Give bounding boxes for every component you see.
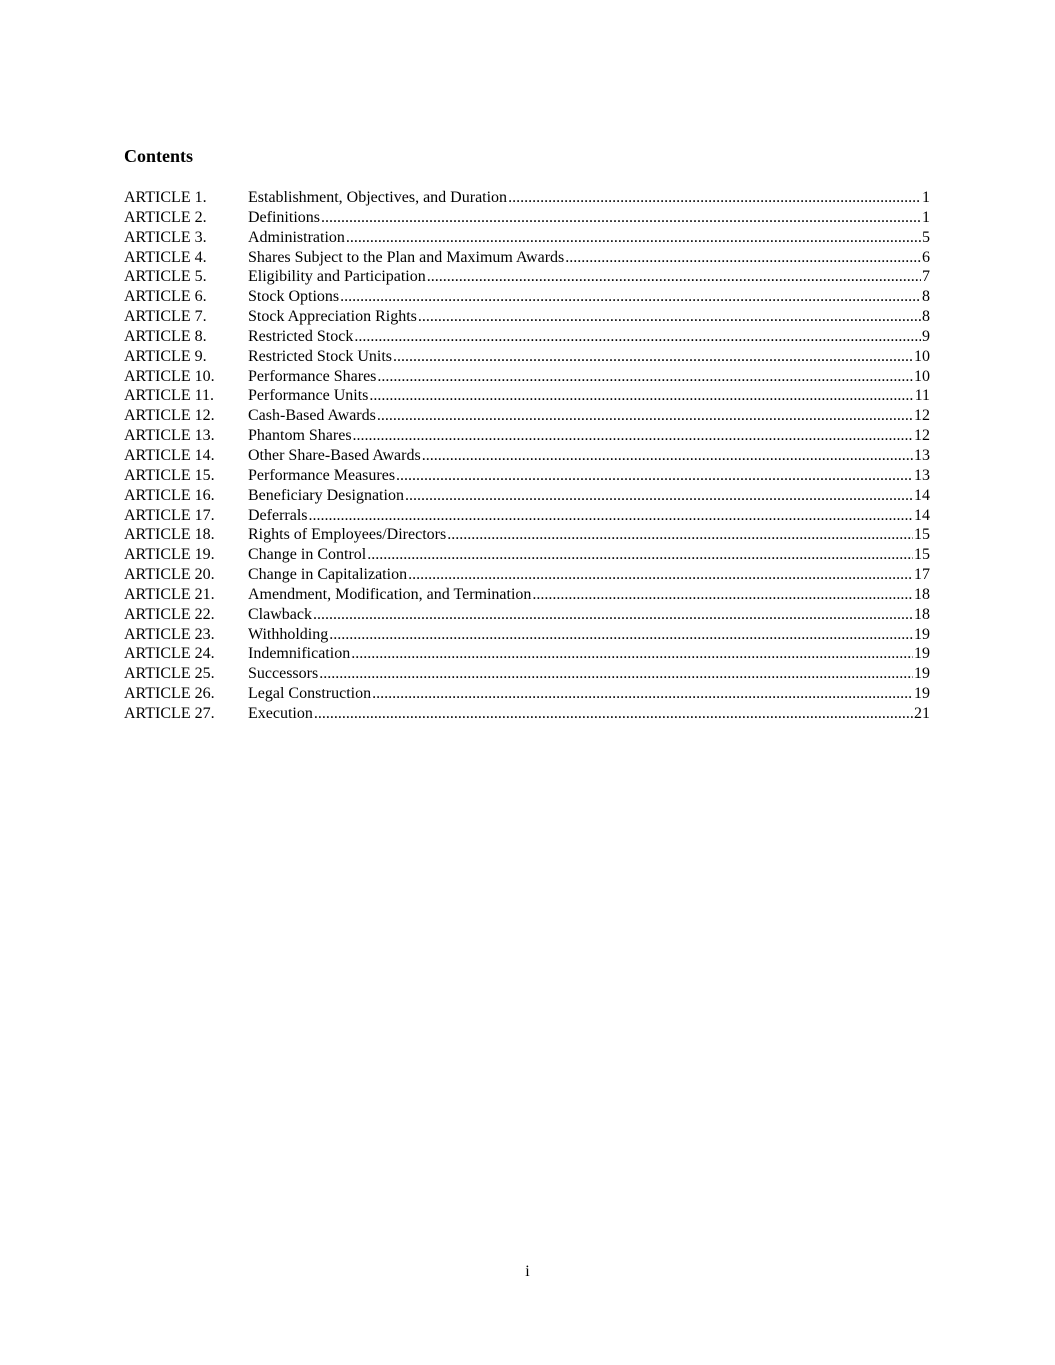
toc-article-title[interactable]: Performance Measures	[248, 466, 396, 484]
toc-entry[interactable]	[124, 684, 930, 704]
toc-article-number: ARTICLE 3.	[124, 228, 207, 246]
toc-entry[interactable]	[124, 704, 930, 724]
toc-entry[interactable]	[124, 446, 930, 466]
table-of-contents	[124, 188, 930, 724]
toc-article-title[interactable]: Eligibility and Participation	[248, 268, 426, 286]
toc-dot-leader	[405, 486, 913, 506]
toc-dot-leader	[354, 327, 921, 347]
toc-article-title[interactable]: Definitions	[248, 208, 320, 226]
toc-dot-leader	[422, 446, 913, 466]
toc-dot-leader	[447, 525, 913, 545]
toc-article-title[interactable]: Execution	[248, 704, 313, 722]
toc-article-title[interactable]: Legal Construction	[248, 685, 372, 703]
toc-article-title[interactable]: Restricted Stock	[248, 327, 354, 345]
toc-article-number: ARTICLE 18.	[124, 526, 215, 544]
toc-article-number: ARTICLE 12.	[124, 407, 215, 425]
toc-page-number: 19	[914, 625, 930, 643]
toc-page-number: 19	[914, 685, 930, 703]
toc-dot-leader	[329, 625, 913, 645]
toc-entry[interactable]	[124, 525, 930, 545]
toc-page-number: 1	[922, 208, 930, 226]
toc-page-number: 19	[914, 665, 930, 683]
toc-dot-leader	[314, 704, 913, 724]
toc-article-title[interactable]: Stock Appreciation Rights	[248, 308, 417, 326]
toc-article-title[interactable]: Beneficiary Designation	[248, 486, 404, 504]
toc-entry[interactable]	[124, 565, 930, 585]
toc-page-number: 12	[914, 427, 930, 445]
toc-dot-leader	[313, 605, 913, 625]
page-title: Contents	[124, 146, 194, 166]
toc-article-number: ARTICLE 22.	[124, 605, 215, 623]
toc-page-number: 13	[914, 446, 930, 464]
toc-entry[interactable]	[124, 406, 930, 426]
toc-page-number: 10	[914, 367, 930, 385]
toc-article-title[interactable]: Deferrals	[248, 506, 308, 524]
toc-article-title[interactable]: Shares Subject to the Plan and Maximum Awards	[248, 248, 565, 266]
toc-article-title[interactable]: Administration	[248, 228, 345, 246]
toc-entry[interactable]	[124, 664, 930, 684]
toc-entry[interactable]	[124, 426, 930, 446]
toc-page-number: 15	[914, 546, 930, 564]
toc-entry[interactable]	[124, 287, 930, 307]
toc-entry[interactable]	[124, 486, 930, 506]
toc-article-title[interactable]: Stock Options	[248, 288, 340, 306]
toc-dot-leader	[393, 347, 913, 367]
toc-dot-leader	[377, 367, 913, 387]
toc-dot-leader	[369, 386, 913, 406]
toc-dot-leader	[565, 248, 921, 268]
toc-entry[interactable]	[124, 644, 930, 664]
toc-entry[interactable]	[124, 327, 930, 347]
toc-dot-leader	[340, 287, 921, 307]
toc-page-number: 8	[922, 308, 930, 326]
toc-article-title[interactable]: Change in Capitalization	[248, 566, 408, 584]
toc-article-title[interactable]: Restricted Stock Units	[248, 347, 392, 365]
toc-page-number: 18	[914, 585, 930, 603]
toc-article-number: ARTICLE 23.	[124, 625, 215, 643]
toc-entry[interactable]	[124, 248, 930, 268]
toc-article-number: ARTICLE 27.	[124, 704, 215, 722]
toc-page-number: 8	[922, 288, 930, 306]
toc-article-title[interactable]: Withholding	[248, 625, 329, 643]
toc-article-number: ARTICLE 26.	[124, 685, 215, 703]
toc-page-number: 1	[922, 189, 930, 206]
toc-entry[interactable]	[124, 228, 930, 248]
toc-article-title[interactable]: Rights of Employees/Directors	[248, 526, 447, 544]
toc-entry[interactable]	[124, 466, 930, 486]
toc-dot-leader	[321, 208, 921, 228]
toc-article-title[interactable]: Cash-Based Awards	[248, 407, 376, 425]
toc-page-number: 10	[914, 347, 930, 365]
toc-entry[interactable]	[124, 545, 930, 565]
toc-article-number: ARTICLE 15.	[124, 466, 215, 484]
toc-article-number: ARTICLE 21.	[124, 585, 215, 603]
toc-article-number: ARTICLE 25.	[124, 665, 215, 683]
toc-article-number: ARTICLE 5.	[124, 268, 207, 286]
toc-entry[interactable]	[124, 506, 930, 526]
toc-entry[interactable]	[124, 367, 930, 387]
toc-page-number: 13	[914, 466, 930, 484]
toc-article-title[interactable]: Performance Units	[248, 387, 369, 405]
toc-dot-leader	[367, 545, 913, 565]
toc-dot-leader	[408, 565, 913, 585]
toc-article-number: ARTICLE 11.	[124, 387, 214, 405]
toc-dot-leader	[377, 406, 913, 426]
toc-article-title[interactable]: Phantom Shares	[248, 427, 352, 445]
toc-dot-leader	[353, 426, 913, 446]
toc-dot-leader	[309, 506, 913, 526]
toc-page-number: 11	[914, 387, 930, 405]
toc-page-number: 14	[914, 506, 930, 524]
toc-article-number: ARTICLE 14.	[124, 446, 215, 464]
toc-entry[interactable]	[124, 625, 930, 645]
toc-article-title[interactable]: Amendment, Modification, and Termination	[248, 585, 532, 603]
toc-entry[interactable]	[124, 208, 930, 228]
toc-page-number: 7	[922, 268, 930, 286]
toc-page-number: 17	[914, 566, 930, 584]
toc-entry[interactable]	[124, 605, 930, 625]
toc-dot-leader	[372, 684, 913, 704]
toc-dot-leader	[351, 644, 913, 664]
toc-article-title[interactable]: Establishment, Objectives, and Duration	[248, 189, 508, 206]
toc-article-title[interactable]: Clawback	[248, 605, 312, 623]
toc-page-number: 15	[914, 526, 930, 544]
toc-page-number: 6	[922, 248, 930, 266]
toc-article-number: ARTICLE 13.	[124, 427, 215, 445]
toc-dot-leader	[418, 307, 921, 327]
toc-page-number: 19	[914, 645, 930, 663]
toc-entry[interactable]	[124, 267, 930, 287]
toc-dot-leader	[346, 228, 921, 248]
toc-dot-leader	[532, 585, 913, 605]
toc-article-number: ARTICLE 8.	[124, 327, 207, 345]
toc-article-title[interactable]: Other Share-Based Awards	[248, 446, 421, 464]
toc-article-number: ARTICLE 2.	[124, 208, 207, 226]
toc-page-number: 12	[914, 407, 930, 425]
toc-article-title[interactable]: Change in Control	[248, 546, 367, 564]
toc-article-title[interactable]: Successors	[248, 665, 319, 683]
toc-article-title[interactable]: Performance Shares	[248, 367, 377, 385]
toc-article-number: ARTICLE 9.	[124, 347, 207, 365]
toc-article-number: ARTICLE 16.	[124, 486, 215, 504]
toc-page-number: 18	[914, 605, 930, 623]
toc-page-number: 5	[922, 228, 930, 246]
toc-article-number: ARTICLE 6.	[124, 288, 207, 306]
toc-article-number: ARTICLE 7.	[124, 308, 207, 326]
page-number: i	[525, 1263, 530, 1280]
toc-dot-leader	[508, 188, 921, 208]
toc-page-number: 21	[914, 704, 930, 722]
toc-article-title[interactable]: Indemnification	[248, 645, 351, 663]
toc-entry[interactable]	[124, 347, 930, 367]
toc-article-number: ARTICLE 17.	[124, 506, 215, 524]
toc-article-number: ARTICLE 19.	[124, 546, 215, 564]
toc-article-number: ARTICLE 20.	[124, 566, 215, 584]
toc-entry[interactable]	[124, 585, 930, 605]
toc-article-number: ARTICLE 1.	[124, 189, 207, 206]
toc-article-number: ARTICLE 10.	[124, 367, 215, 385]
toc-page-number: 9	[922, 327, 930, 345]
toc-entry[interactable]	[124, 307, 930, 327]
toc-entry[interactable]	[124, 188, 930, 208]
toc-dot-leader	[319, 664, 913, 684]
toc-page-number: 14	[914, 486, 930, 504]
toc-dot-leader	[396, 466, 913, 486]
toc-dot-leader	[427, 267, 921, 287]
toc-entry[interactable]	[124, 386, 930, 406]
toc-article-number: ARTICLE 24.	[124, 645, 215, 663]
toc-article-number: ARTICLE 4.	[124, 248, 207, 266]
